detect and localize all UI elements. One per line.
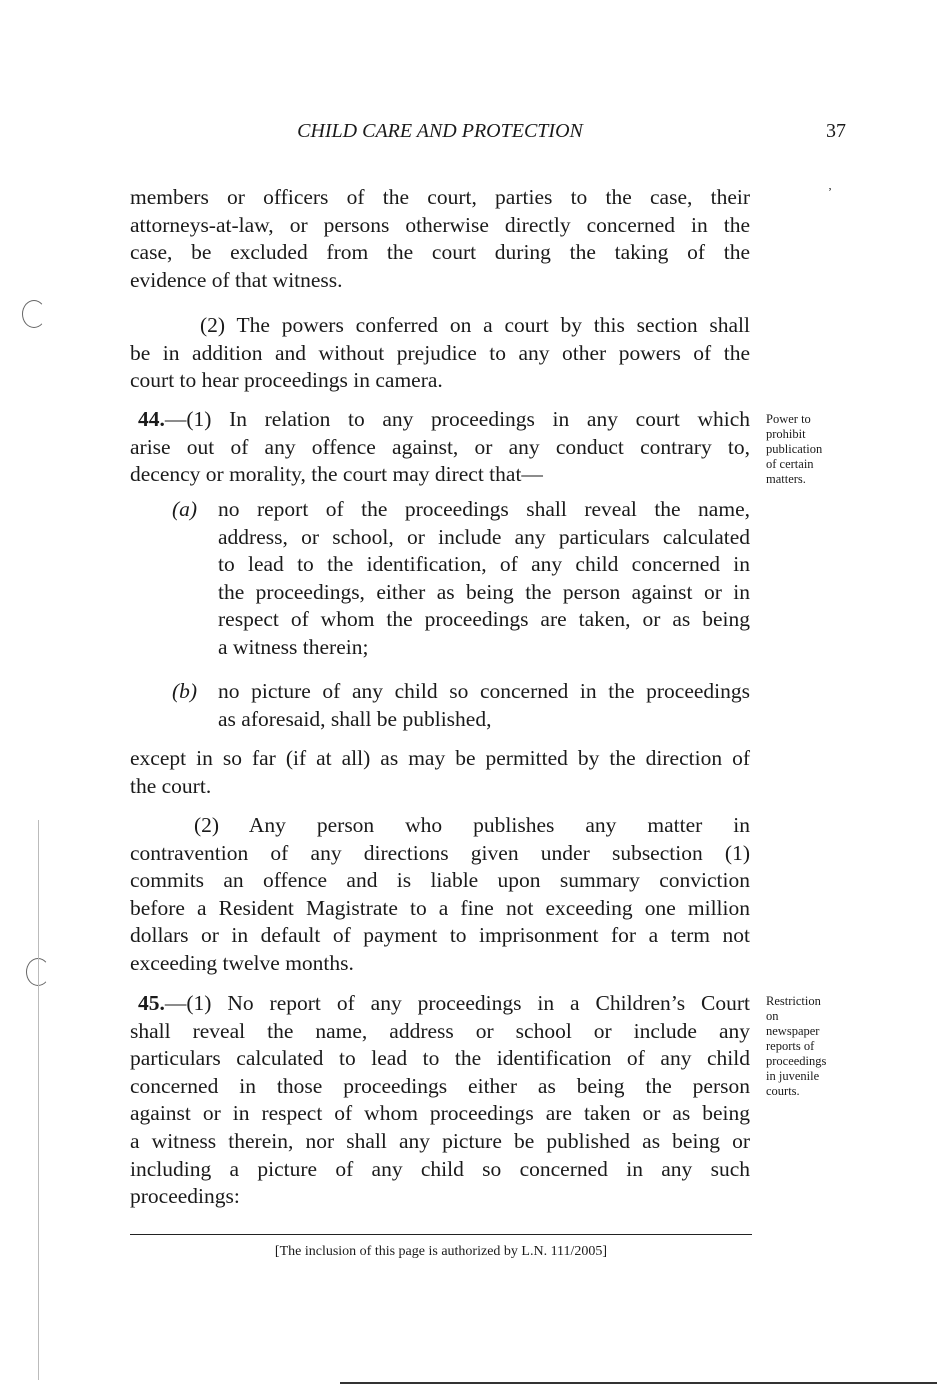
text-line: be in addition and without prejudice to any other powers of the <box>130 340 750 365</box>
para-b-text <box>218 678 750 733</box>
marginal-note-line: Restriction <box>766 994 821 1008</box>
marginal-note-line: proceedings <box>766 1054 827 1068</box>
text-line: no report of the proceedings shall reveal the name, <box>218 497 750 521</box>
text-line: arise out of any offence against, or any conduct contrary to, <box>130 434 750 459</box>
marginal-note-line: courts. <box>766 1084 800 1098</box>
text-line: attorneys-at-law, or persons otherwise directly concerned in the <box>130 212 750 237</box>
marginal-note-line: on <box>766 1009 779 1023</box>
section-44-first-line <box>130 406 750 434</box>
text-line: as aforesaid, shall be published, <box>218 706 492 731</box>
marginal-note-section-45 <box>766 994 856 1099</box>
text-line: court to hear proceedings in camera. <box>130 368 443 393</box>
text-line: —(1) In relation to any proceedings in any court which <box>164 407 750 431</box>
except-clause <box>130 745 750 800</box>
text-line: address, or school, or include any particulars calculated <box>218 524 750 549</box>
text-line: except in so far (if at all) as may be permitted by the direction of <box>130 746 750 770</box>
text-line: (2) Any person who publishes any matter in <box>194 813 750 837</box>
marginal-note-line: prohibit <box>766 427 806 441</box>
text-line: a witness therein, nor shall any picture be published as being or <box>130 1128 750 1153</box>
text-line: including a picture of any child so concerned in any such <box>130 1156 750 1181</box>
text-line: —(1) No report of any proceedings in a Children’s Court <box>164 991 750 1015</box>
continuation-paragraph <box>130 184 750 294</box>
text-line: the proceedings, either as being the person against or in <box>218 579 750 604</box>
text-line: decency or morality, the court may direct that— <box>130 462 543 487</box>
text-line: before a Resident Magistrate to a fine not exceeding one million <box>130 895 750 920</box>
text-line: to lead to the identification, of any child concerned in <box>218 552 750 577</box>
text-line: members or officers of the court, parties to the case, their <box>130 185 750 209</box>
text-line: case, be excluded from the court during the taking of the <box>130 240 750 265</box>
para-b-label <box>172 678 197 706</box>
marginal-note-line: reports of <box>766 1039 815 1053</box>
section-number: 45. <box>138 991 165 1015</box>
text-line: contravention of any directions given under subsection (1) <box>130 840 750 865</box>
text-line: the court. <box>130 773 212 798</box>
text-line: (2) The powers conferred on a court by this section shall <box>200 313 750 337</box>
para-label: (a) <box>172 497 198 521</box>
text-line: a witness therein; <box>218 634 369 659</box>
text-line: commits an offence and is liable upon summary conviction <box>130 868 750 893</box>
section-45-first-line <box>130 990 750 1018</box>
para-a-text <box>218 496 750 662</box>
marginal-note-line: Power to <box>766 412 811 426</box>
marginal-note-line: in juvenile <box>766 1069 820 1083</box>
text-line: concerned in those proceedings either as being the person <box>130 1073 750 1098</box>
section-44-intro <box>130 406 750 489</box>
marginal-note-line: matters. <box>766 472 806 486</box>
marginal-note-line: newspaper <box>766 1024 820 1038</box>
section-44-subsection-2 <box>130 812 750 978</box>
scan-bottom-edge <box>340 1382 937 1384</box>
page-edge-line <box>38 820 39 1380</box>
text-line: shall reveal the name, address or school or include any <box>130 1018 750 1043</box>
text-line: exceeding twelve months. <box>130 950 354 975</box>
binding-hole-icon <box>22 300 46 328</box>
subsection-2-paragraph <box>130 312 750 395</box>
text-line: respect of whom the proceedings are taken, or as being <box>218 607 750 632</box>
marginal-note-line: publication <box>766 442 823 456</box>
section-number: 44. <box>138 407 165 431</box>
footer-rule <box>130 1234 752 1235</box>
marginal-note-line: of certain <box>766 457 814 471</box>
para-label: (b) <box>172 679 198 703</box>
text-line: particulars calculated to lead to the identification of any child <box>130 1046 750 1071</box>
text-line: no picture of any child so concerned in the proceedings <box>218 679 750 703</box>
text-line: against or in respect of whom proceedings are taken or as being <box>130 1101 750 1126</box>
marginal-note-section-44 <box>766 412 856 487</box>
section-45-paragraph <box>130 990 750 1211</box>
text-line: evidence of that witness. <box>130 267 343 292</box>
text-line: proceedings: <box>130 1184 240 1209</box>
text-line: dollars or in default of payment to imprisonment for a term not <box>130 923 750 948</box>
para-a-label <box>172 496 197 524</box>
stray-mark: ‚ <box>828 178 832 192</box>
page-number: 37 <box>826 120 846 142</box>
running-header-title: CHILD CARE AND PROTECTION <box>297 120 583 142</box>
footer-authorization-note: [The inclusion of this page is authorized by L.N. 111/2005] <box>274 1244 608 1259</box>
